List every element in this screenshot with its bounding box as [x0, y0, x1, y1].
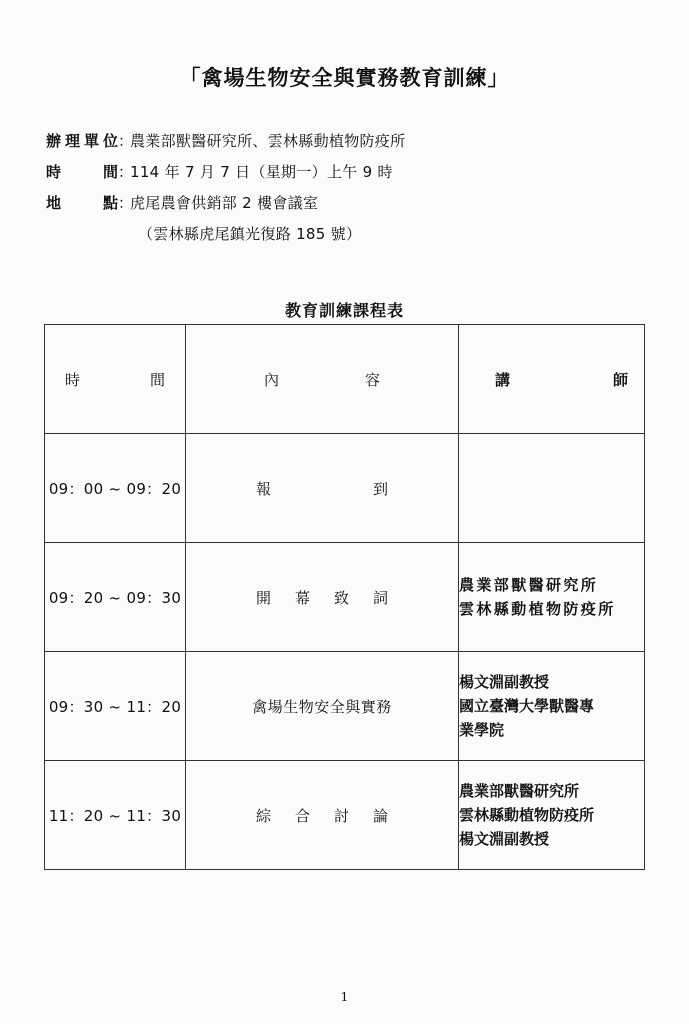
time-value: 114 年 7 月 7 日（星期一）上午 9 時: [130, 163, 393, 181]
header-lecturer-char: 講: [495, 370, 511, 389]
page-number: 1: [340, 990, 349, 1004]
document-title: 「禽場生物安全與實務教育訓練」: [179, 66, 510, 90]
table-row: [45, 652, 645, 761]
lecturer-line: 楊文淵副教授: [459, 830, 550, 848]
header-content: [186, 325, 459, 434]
location-value: 虎尾農會供銷部 2 樓會議室: [130, 194, 319, 212]
lecturer-line: 雲林縣動植物防疫所: [459, 600, 616, 618]
table-row: [45, 543, 645, 652]
separator: ：: [118, 163, 134, 181]
lecturer-line: 農業部獸醫研究所: [459, 782, 580, 800]
header-time-char: 時: [65, 370, 81, 389]
organizer-line: [46, 131, 405, 151]
row-lecturer: [459, 761, 645, 870]
content-char: 詞: [372, 588, 388, 607]
table-row: [45, 434, 645, 543]
header-content-char: 容: [364, 370, 380, 389]
schedule-title: 教育訓練課程表: [284, 301, 404, 320]
row-lecturer: [459, 434, 645, 543]
row-time: 09：20 ~ 09：30: [45, 543, 186, 652]
organizer-value: 農業部獸醫研究所、雲林縣動植物防疫所: [130, 132, 406, 150]
time-label: 時間: [46, 163, 118, 181]
lecturer-line: 雲林縣動植物防疫所: [459, 806, 595, 824]
row-time: 11：20 ~ 11：30: [45, 761, 186, 870]
header-lecturer: [459, 325, 645, 434]
location-line: [46, 193, 318, 213]
row-content: [186, 543, 459, 652]
lecturer-line: 楊文淵副教授: [459, 673, 550, 691]
organizer-label: 辦理單位: [46, 132, 118, 150]
schedule-table: [44, 324, 645, 870]
row-content: 禽場生物安全與實務: [186, 652, 459, 761]
content-char: 綜: [256, 806, 272, 825]
row-time: 09：30 ~ 11：20: [45, 652, 186, 761]
lecturer-line: 農業部獸醫研究所: [459, 576, 599, 594]
row-lecturer: [459, 652, 645, 761]
content-char: 討: [333, 806, 349, 825]
row-content: [186, 434, 459, 543]
content-char: 報: [256, 479, 272, 498]
content-char: 到: [372, 479, 388, 498]
row-lecturer: [459, 543, 645, 652]
header-time-char: 間: [149, 370, 165, 389]
separator: ：: [118, 194, 134, 212]
row-content: [186, 761, 459, 870]
separator: ：: [118, 132, 134, 150]
content-char: 論: [372, 806, 388, 825]
table-row: [45, 761, 645, 870]
location-address: （雲林縣虎尾鎮光復路 185 號）: [138, 225, 362, 243]
header-time: [45, 325, 186, 434]
content-char: 幕: [294, 588, 310, 607]
header-content-char: 內: [264, 370, 280, 389]
table-header-row: [45, 325, 645, 434]
time-line: [46, 162, 393, 182]
lecturer-line: 國立臺灣大學獸醫專: [459, 697, 595, 715]
row-time: 09：00 ~ 09：20: [45, 434, 186, 543]
header-lecturer-char: 師: [612, 370, 628, 389]
location-label: 地點: [46, 194, 118, 212]
content-char: 開: [256, 588, 272, 607]
lecturer-line: 業學院: [459, 721, 505, 739]
content-char: 合: [294, 806, 310, 825]
content-char: 致: [333, 588, 349, 607]
